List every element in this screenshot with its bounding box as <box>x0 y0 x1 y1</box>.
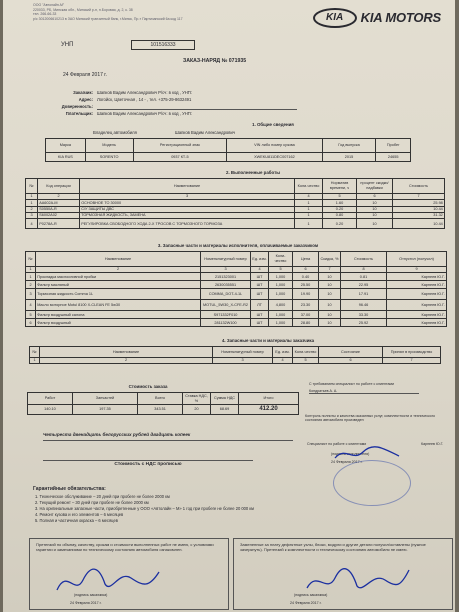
company-line: тел. 266-66-33 <box>33 12 57 17</box>
cell: Карпеев Ю.Г. <box>387 311 447 319</box>
specialist-name: Кондратьев А. А. <box>309 389 419 394</box>
cell: 10 <box>319 289 341 300</box>
cell: KIA RUS <box>46 153 86 162</box>
col-number: 7 <box>393 194 445 200</box>
col-header: Регистрационный знак <box>133 139 227 153</box>
footer-left-sign-label: (подпись заказчика) <box>74 593 108 597</box>
col-header: Наименование <box>36 252 201 267</box>
cell: S971332F010 <box>201 311 251 319</box>
cell: 1.60 <box>323 200 357 206</box>
col-header: Скидка, % <box>319 252 341 267</box>
cell: 1 <box>295 206 323 212</box>
col-header: Стоимость <box>393 179 445 194</box>
col-header: № <box>26 179 38 194</box>
table-row <box>26 219 445 229</box>
cost-title: Стоимость заказа <box>128 384 168 389</box>
specialist-signature <box>333 444 403 464</box>
cell: АA602A-M <box>38 200 80 206</box>
cell: С/У ЗАЩИТЫ ДВС <box>80 206 295 212</box>
cell: 3 <box>26 212 38 218</box>
cell: 1,000 <box>269 289 293 300</box>
col-header: Норматив времени, ч <box>323 179 357 194</box>
col-number: 1 <box>26 194 38 200</box>
cell: 5 <box>26 311 36 319</box>
cell: 10 <box>319 273 341 281</box>
col-header: Год выпуска <box>322 139 376 153</box>
col-number: 9 <box>387 267 447 273</box>
col-header: VIN либо номер кузова <box>227 139 322 153</box>
cell: 2 <box>26 281 36 289</box>
works-title: 2. Выполненные работы <box>226 170 280 175</box>
customer-label: Заказчик: <box>73 90 93 95</box>
cell: 25.50 <box>293 281 319 289</box>
cell: S0550A-R <box>38 206 80 212</box>
footer-left-text: Претензий по объему, качеству, срокам и стоимости выполненных работ не имею, с условиями гарантии и замечаниями по техническому состоянию автомобиля ознакомлен. <box>36 542 214 553</box>
cell: ШТ <box>251 319 269 327</box>
cell: Карпеев Ю.Г. <box>387 273 447 281</box>
company-stamp <box>333 460 411 506</box>
col-number: 5 <box>323 194 357 200</box>
col-header: Сумма НДС <box>211 393 239 405</box>
table-row <box>26 289 447 300</box>
table-row <box>26 273 447 281</box>
cell: 1 <box>295 212 323 218</box>
cell: MOTUL_5W30_X-CFE-R2 <box>201 300 251 311</box>
cell: 6 <box>26 319 36 327</box>
cell: Карпеев Ю.Г. <box>387 289 447 300</box>
cell: 23.30 <box>293 300 319 311</box>
cell: 3 <box>26 289 36 300</box>
brand-name: KIA MOTORS <box>360 10 441 26</box>
warranty-title: Гарантийные обязательства: <box>33 486 106 492</box>
col-header: Коли-чество <box>295 179 323 194</box>
cell: Масло моторное Motul 8100 X-CLEAN FE 5w30 <box>36 300 201 311</box>
col-header: Коли-чество <box>269 252 293 267</box>
cell: 140.10 <box>28 405 73 415</box>
table-row <box>26 300 447 311</box>
col-number: 2 <box>36 267 201 273</box>
cell: 343.51 <box>138 405 183 415</box>
customer-signature-right <box>303 560 413 600</box>
company-line: 220033, РБ, Минская обл., Минский р-н, п.Боровая, д. 2, к. 38 <box>33 7 133 12</box>
col-number: 5 <box>293 358 319 364</box>
cell: 10.44 <box>393 219 445 229</box>
warranty-item: 3. На оригинальные запасные части, приобретенные у ООО «Автолайн – М» 1 год при пробеге не более 20 000 км <box>35 505 254 511</box>
footer-right-date: 24 Февраля 2017 г. <box>290 601 322 605</box>
owner-label: Владелец автомобиля <box>93 130 137 135</box>
col-header: Ед. изм. <box>273 347 293 358</box>
footer-right-sign-label: (подпись заказчика) <box>294 593 328 597</box>
customer-parts-table <box>29 346 441 364</box>
general-title: 1. Общие сведения <box>252 122 294 127</box>
col-number: 6 <box>319 358 383 364</box>
cell: 10 <box>357 200 393 206</box>
cell: COMMA_DOT-4-1L <box>201 289 251 300</box>
kia-logo <box>313 8 441 28</box>
cell: 2 <box>26 206 38 212</box>
customer-parts-title: 4. Запасные части и материалы заказчика <box>221 338 315 343</box>
cell: 24655 <box>376 153 411 162</box>
cell: 0.80 <box>323 212 357 218</box>
cell: 19.90 <box>293 289 319 300</box>
col-number: 2 <box>40 358 213 364</box>
cell: 22.95 <box>341 281 387 289</box>
cost-words: Четыреста двенадцать белорусских рублей двадцать копеек <box>43 432 191 437</box>
vehicle-table <box>45 138 411 162</box>
warranty-item: 4. Ремонт кузова и его элементов – 6 месяцев <box>35 511 124 517</box>
col-number: 3 <box>80 194 295 200</box>
cell: XWEKU811DEC007162 <box>227 153 322 162</box>
control-note: Контроль полноты и качества оказанных услуг, комплектности и технического состояния автомобиля произведен <box>305 414 436 423</box>
cell: ОСНОВНОЕ ТО 30000 <box>80 200 295 206</box>
cell: 2015 <box>322 153 376 162</box>
warranty-item: 2. Текущий ремонт – 30 дней при пробеге не более 2000 км <box>35 499 149 505</box>
cell: 68.69 <box>211 405 239 415</box>
trust-line <box>97 109 297 110</box>
col-header: Работ <box>28 393 73 405</box>
cell: Карпеев Ю.Г. <box>387 281 447 289</box>
col-number: 7 <box>319 267 341 273</box>
cell: 4 <box>26 300 36 311</box>
handover-label: Специалист по работе с клиентами <box>307 442 367 446</box>
col-number: 4 <box>295 194 323 200</box>
col-header: Номенклатурный номер <box>213 347 273 358</box>
cell: ЛТ <box>251 300 269 311</box>
cell: Фильтр воздушный салона <box>36 311 201 319</box>
cell: 10 <box>357 219 393 229</box>
col-number: 1 <box>30 358 40 364</box>
cell: 1 <box>295 200 323 206</box>
company-details <box>33 3 273 22</box>
col-header: Всего <box>138 393 183 405</box>
cell: 37.00 <box>293 311 319 319</box>
cell: 1,000 <box>269 319 293 327</box>
customer-signature-left <box>53 560 163 600</box>
cell: ТОРМОЗНАЯ ЖИДКОСТЬ, ЗАМЕНА <box>80 212 295 218</box>
vat-words-line <box>43 460 253 461</box>
cell: 0.20 <box>323 219 357 229</box>
cell: 4,800 <box>269 300 293 311</box>
cell: 10 <box>319 319 341 327</box>
cell: Фильтр масляный <box>36 281 201 289</box>
company-line: ООО "Автолайн-М" <box>33 3 65 7</box>
col-number: 4 <box>251 267 269 273</box>
cell: 281132W100 <box>201 319 251 327</box>
unp-label: УНП <box>61 42 74 48</box>
table-row <box>26 311 447 319</box>
cell: 197.35 <box>72 405 137 415</box>
col-header: Номенклатурный номер <box>201 252 251 267</box>
col-header: процент скидки/ надбавки <box>357 179 393 194</box>
address-value: Логойск, Цветочная , 14 - , тел. +375-29-8632491 <box>97 97 192 102</box>
warranty-item: 1. Техническое обслуживание – 20 дней при пробеге не более 2000 км <box>35 494 170 499</box>
customer-value: Шапков Вадим Александрович P/сч: в код , УНП: <box>97 90 192 95</box>
col-number: 3 <box>201 267 251 273</box>
cell: 2151323001 <box>201 273 251 281</box>
footer-left-date: 24 Февраля 2017 г. <box>70 601 102 605</box>
col-header: Наименование <box>80 179 295 194</box>
cell: 96.46 <box>341 300 387 311</box>
table-row <box>26 281 447 289</box>
payer-value: Шапков Вадим Александрович P/сч: в код , УНП: <box>97 111 192 116</box>
cell: 25.98 <box>393 200 445 206</box>
col-header: Состояние <box>319 347 383 358</box>
cell: 10 <box>357 206 393 212</box>
cell: 10.44 <box>393 206 445 212</box>
cell: 0.40 <box>293 273 319 281</box>
col-number: 1 <box>26 267 36 273</box>
kia-oval-icon: KIA <box>313 8 357 28</box>
footer-right-text: Замененные за плату дефектные узлы, блоки, модули и другие детали получил/оставлены (нужное зачеркнуть). Претензий к комплектности и техническому состоянию автомобиля не имею. <box>240 542 426 553</box>
order-title: ЗАКАЗ-НАРЯД № 071935 <box>183 58 247 64</box>
cell: 10 <box>319 311 341 319</box>
cell: 0937 КТ-5 <box>133 153 227 162</box>
col-header: Отпустил (получил) <box>387 252 447 267</box>
col-number: 6 <box>293 267 319 273</box>
parts-title: 3. Запасные части и материалы исполнителя, оплачиваемые заказчиком <box>157 243 319 248</box>
cell: 10 <box>319 281 341 289</box>
cell: 2630035551 <box>201 281 251 289</box>
col-number: 2 <box>38 194 80 200</box>
cell: P0278A-R <box>38 219 80 229</box>
works-table <box>25 178 445 229</box>
col-header: Коли-чество <box>293 347 319 358</box>
total-value: 412.20 <box>239 405 299 415</box>
cell: ШТ <box>251 289 269 300</box>
cell: 10 <box>357 212 393 218</box>
cell: 0.20 <box>323 206 357 212</box>
col-header: № <box>26 252 36 267</box>
col-number: 4 <box>273 358 293 364</box>
col-header: Ед. изм. <box>251 252 269 267</box>
col-number: 5 <box>269 267 293 273</box>
document-date: 24 Февраля 2017 г. <box>63 72 107 78</box>
col-number: 7 <box>383 358 441 364</box>
warranty-list <box>35 494 285 524</box>
table-row <box>26 319 447 327</box>
address-label: Адрес: <box>78 97 93 102</box>
col-number: 6 <box>357 194 393 200</box>
cell: 10 <box>319 300 341 311</box>
work-order-document <box>3 0 455 612</box>
table-row <box>46 153 411 162</box>
col-number: 3 <box>213 358 273 364</box>
cell: S6002A02 <box>38 212 80 218</box>
cell: ШТ <box>251 281 269 289</box>
payer-label: Плательщик: <box>65 111 93 116</box>
cell: 17.91 <box>341 289 387 300</box>
table-row <box>28 405 299 415</box>
cell: 1,000 <box>269 311 293 319</box>
col-header: Стоимость <box>341 252 387 267</box>
cell: 28.80 <box>293 319 319 327</box>
col-header: Итого <box>239 393 299 405</box>
col-header: Цена <box>293 252 319 267</box>
cell: 1,000 <box>269 273 293 281</box>
cell: 20 <box>183 405 211 415</box>
cell: РЕГУЛИРОВКА СВОБОДНОГО ХОДА 2-Х ТРОСОВ С ТОРМОЗНОГО ТОРМОЗА <box>80 219 295 229</box>
col-header: № <box>30 347 40 358</box>
handover-name: Карпеев Ю.Г. <box>421 442 444 446</box>
cell: Карпеев Ю.Г. <box>387 319 447 327</box>
col-number: 8 <box>341 267 387 273</box>
cell: 4 <box>26 219 38 229</box>
cell: 0.81 <box>341 273 387 281</box>
vat-words-label: Стоимость с НДС прописью <box>114 462 182 467</box>
col-header: Ставка НДС, % <box>183 393 211 405</box>
col-header: Код операции <box>38 179 80 194</box>
warranty-item: 5. Полная и частичная окраска – 6 месяцев <box>35 517 118 523</box>
cell: 1 <box>26 200 38 206</box>
cell: 25.92 <box>341 319 387 327</box>
col-header: Принял в производство <box>383 347 441 358</box>
cell: 33.30 <box>341 311 387 319</box>
col-header: Запчастей <box>72 393 137 405</box>
cell: Фильтр воздушный <box>36 319 201 327</box>
col-header: Марка <box>46 139 86 153</box>
cost-table <box>27 392 299 415</box>
col-header: Наименование <box>40 347 213 358</box>
cost-words-line <box>43 440 293 441</box>
cell: Карпеев Ю.Г. <box>387 300 447 311</box>
company-line: р/с 3012006610213 в ЗАО Минский транзитный банк, г.Минск, Пр-т Партизанский 6а код 117 <box>33 17 183 22</box>
col-header: Модель <box>85 139 133 153</box>
cell: 1,000 <box>269 281 293 289</box>
cell: Прокладка маслосливной пробки <box>36 273 201 281</box>
owner-value: Шапков Вадим Александрович <box>175 130 236 135</box>
cell: SORENTO <box>85 153 133 162</box>
cell: 1 <box>26 273 36 281</box>
specialist-note: С требованием специалист по работе с клиентами <box>309 382 395 386</box>
cell: 31.32 <box>393 212 445 218</box>
col-header: Пробег <box>376 139 411 153</box>
unp-value: 101516333 <box>131 40 195 50</box>
parts-table <box>25 251 447 327</box>
cell: ШТ <box>251 273 269 281</box>
cell: Тормозная жидкость Comma 1L <box>36 289 201 300</box>
right-date: 24 Февраля 2017 г. <box>331 460 363 464</box>
trust-label: Доверенность: <box>61 104 93 109</box>
cell: 1 <box>295 219 323 229</box>
cell: ШТ <box>251 311 269 319</box>
sign-note: (подпись исполнителя) <box>331 452 370 456</box>
